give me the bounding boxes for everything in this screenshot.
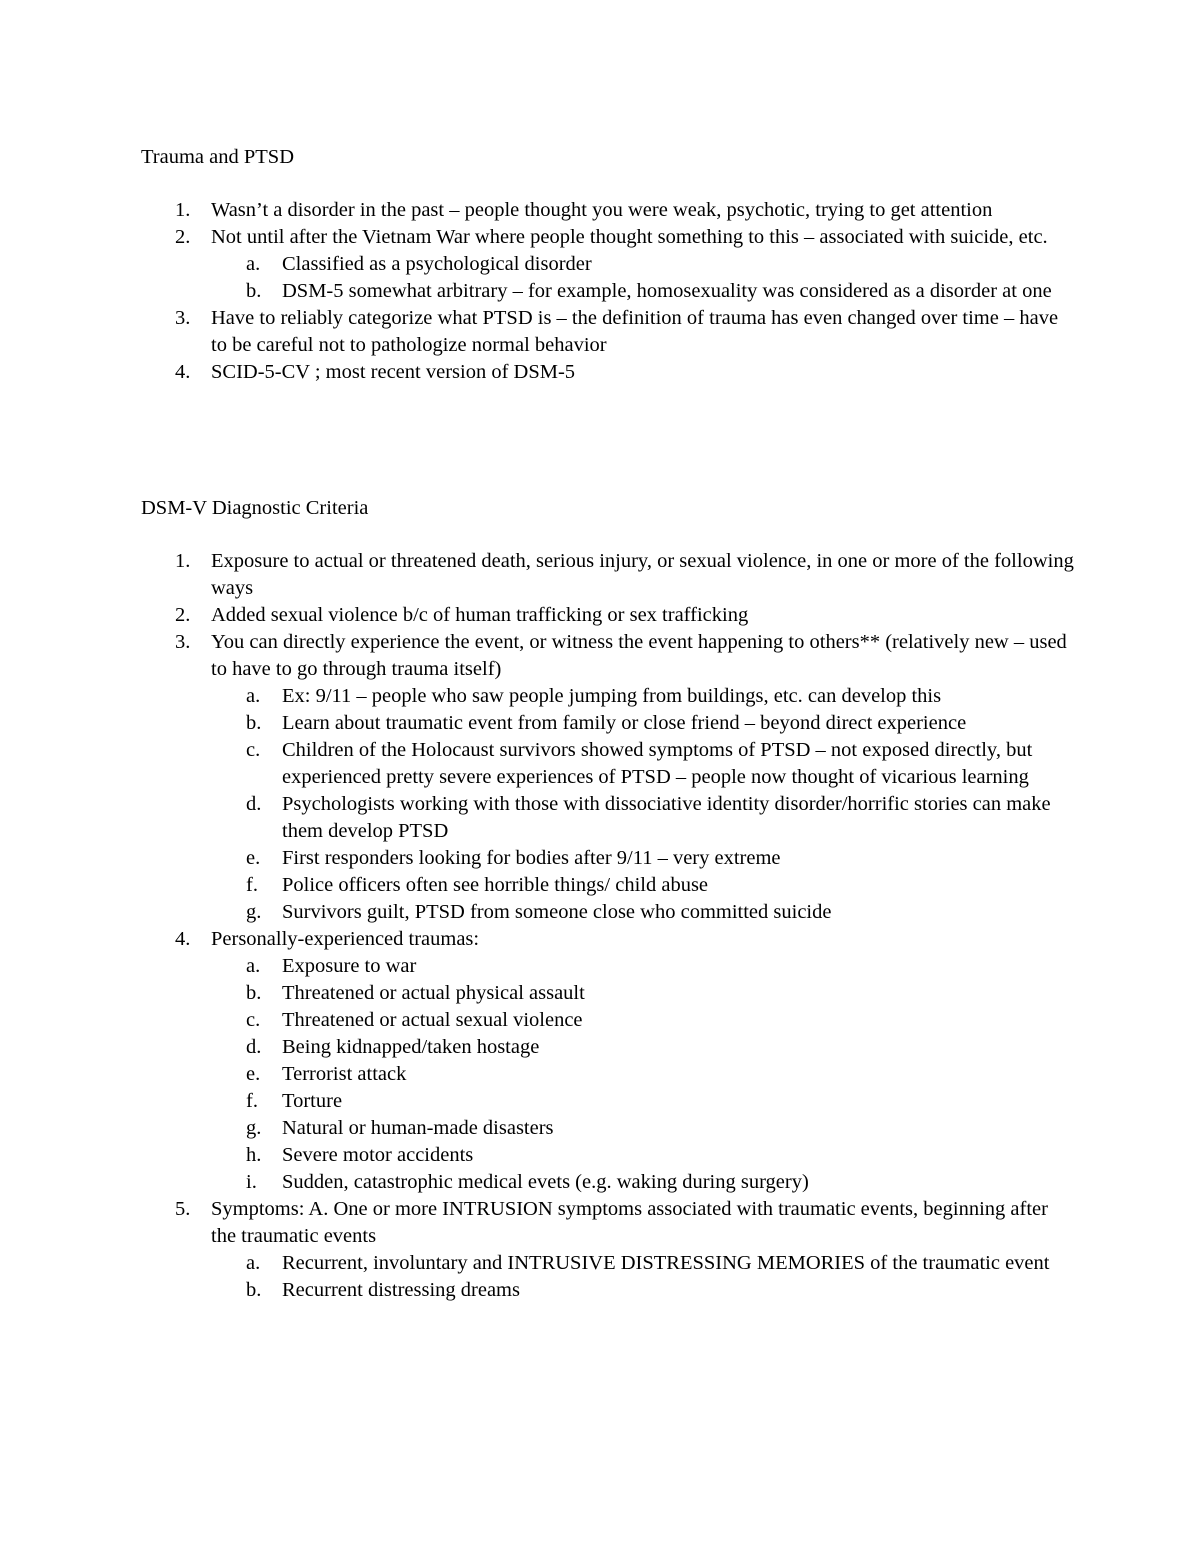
item-text: SCID-5-CV ; most recent version of DSM-5: [211, 361, 576, 383]
item-letter: h.: [246, 1144, 262, 1166]
sub-list-item: [0, 1061, 1200, 1088]
item-letter: b.: [246, 712, 262, 734]
item-text: Added sexual violence b/c of human trafficking or sex trafficking: [211, 604, 749, 626]
item-letter: b.: [246, 1279, 262, 1301]
item-text: DSM-5 somewhat arbitrary – for example, homosexuality was considered as a disorder at one: [282, 280, 1052, 302]
item-text: Recurrent distressing dreams: [282, 1279, 520, 1301]
sub-list-item: [0, 737, 1200, 791]
item-letter: a.: [246, 685, 261, 707]
item-letter: d.: [246, 1036, 262, 1058]
item-number: 5.: [175, 1198, 191, 1220]
item-letter: d.: [246, 793, 262, 815]
item-text: Wasn’t a disorder in the past – people thought you were weak, psychotic, trying to get attention: [211, 199, 993, 221]
dsm-criteria-list: [0, 548, 1200, 1304]
sub-list-item: [0, 1034, 1200, 1061]
sub-list-item: [0, 683, 1200, 710]
item-text: Exposure to war: [282, 955, 417, 977]
sub-list-item: [0, 1250, 1200, 1277]
item-letter: a.: [246, 955, 261, 977]
item-text: Recurrent, involuntary and INTRUSIVE DISTRESSING MEMORIES of the traumatic event: [282, 1252, 1050, 1274]
item-text: Survivors guilt, PTSD from someone close who committed suicide: [282, 901, 832, 923]
item-text: Personally-experienced traumas:: [211, 928, 480, 950]
item-letter: b.: [246, 982, 262, 1004]
sub-list-item: [0, 953, 1200, 980]
sub-list-item: [0, 710, 1200, 737]
item-text: Exposure to actual or threatened death, serious injury, or sexual violence, in one or more of the following ways: [211, 550, 1074, 599]
list-item: [0, 602, 1200, 629]
item-text: Children of the Holocaust survivors showed symptoms of PTSD – not exposed directly, but experienced pretty severe experiences of PTSD – people now thought of vicarious learning: [282, 739, 1033, 788]
sub-list-item: [0, 278, 1200, 305]
list-item: [0, 359, 1200, 386]
sub-list-item: [0, 791, 1200, 845]
item-number: 2.: [175, 604, 191, 626]
item-letter: c.: [246, 1009, 261, 1031]
sub-list-item: [0, 1088, 1200, 1115]
sub-list-item: [0, 872, 1200, 899]
list-item: [0, 305, 1200, 359]
item-letter: g.: [246, 901, 262, 923]
item-number: 3.: [175, 307, 191, 329]
sub-list-item: [0, 1007, 1200, 1034]
sub-list-item: [0, 845, 1200, 872]
item-text: Sudden, catastrophic medical evets (e.g. waking during surgery): [282, 1171, 809, 1193]
list-item: [0, 629, 1200, 683]
item-text: Classified as a psychological disorder: [282, 253, 592, 275]
item-number: 3.: [175, 631, 191, 653]
item-number: 4.: [175, 361, 191, 383]
item-letter: b.: [246, 280, 262, 302]
item-letter: c.: [246, 739, 261, 761]
list-item: [0, 548, 1200, 602]
sub-list-item: [0, 1115, 1200, 1142]
item-text: Psychologists working with those with dissociative identity disorder/horrific stories can make them develop PTSD: [282, 793, 1051, 842]
list-item: [0, 224, 1200, 251]
sub-list-item: [0, 1142, 1200, 1169]
trauma-ptsd-list: [0, 197, 1200, 386]
list-item: [0, 197, 1200, 224]
item-letter: e.: [246, 847, 261, 869]
list-item: [0, 1196, 1200, 1250]
item-text: Threatened or actual sexual violence: [282, 1009, 583, 1031]
item-text: Have to reliably categorize what PTSD is – the definition of trauma has even changed over time – have to be careful not to pathologize normal behavior: [211, 307, 1059, 356]
section-heading-dsm-criteria: DSM-V Diagnostic Criteria: [141, 497, 369, 519]
sub-list-item: [0, 1169, 1200, 1196]
item-text: Not until after the Vietnam War where people thought something to this – associated with suicide, etc.: [211, 226, 1048, 248]
item-letter: a.: [246, 253, 261, 275]
item-letter: e.: [246, 1063, 261, 1085]
item-number: 4.: [175, 928, 191, 950]
item-letter: g.: [246, 1117, 262, 1139]
item-letter: a.: [246, 1252, 261, 1274]
item-text: Threatened or actual physical assault: [282, 982, 585, 1004]
item-text: Natural or human-made disasters: [282, 1117, 554, 1139]
item-number: 2.: [175, 226, 191, 248]
item-text: Symptoms: A. One or more INTRUSION symptoms associated with traumatic events, beginning after the traumatic events: [211, 1198, 1048, 1247]
item-text: Police officers often see horrible things/ child abuse: [282, 874, 709, 896]
item-letter: f.: [246, 874, 258, 896]
sub-list-item: [0, 1277, 1200, 1304]
item-text: Being kidnapped/taken hostage: [282, 1036, 540, 1058]
item-text: First responders looking for bodies after 9/11 – very extreme: [282, 847, 781, 869]
item-number: 1.: [175, 199, 191, 221]
section-heading-trauma-ptsd: Trauma and PTSD: [141, 146, 294, 168]
item-text: Severe motor accidents: [282, 1144, 474, 1166]
item-letter: f.: [246, 1090, 258, 1112]
item-text: Torture: [282, 1090, 343, 1112]
sub-list-item: [0, 899, 1200, 926]
list-item: [0, 926, 1200, 953]
item-text: Learn about traumatic event from family or close friend – beyond direct experience: [282, 712, 967, 734]
sub-list-item: [0, 251, 1200, 278]
item-letter: i.: [246, 1171, 257, 1193]
sub-list-item: [0, 980, 1200, 1007]
item-text: You can directly experience the event, or witness the event happening to others** (relatively new – used to have to go through trauma itself): [211, 631, 1067, 680]
item-number: 1.: [175, 550, 191, 572]
item-text: Ex: 9/11 – people who saw people jumping from buildings, etc. can develop this: [282, 685, 942, 707]
item-text: Terrorist attack: [282, 1063, 407, 1085]
